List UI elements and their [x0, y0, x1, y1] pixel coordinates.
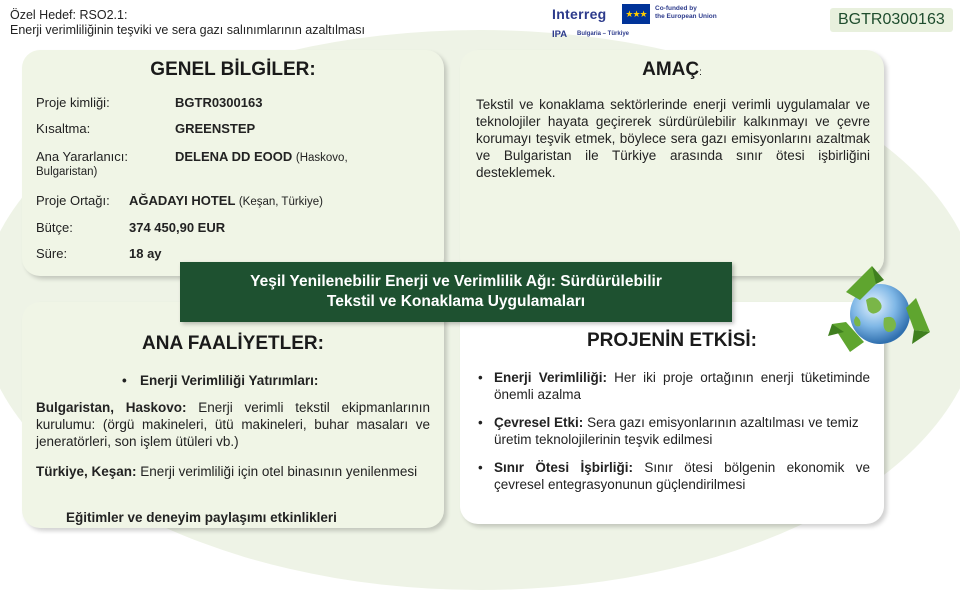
impact-item-environment: • Çevresel Etki: Sera gazı emisyonlarının azaltılması ve temiz üretim teknolojilerinin teşvik edilmesi [478, 415, 859, 447]
aim-title: AMAÇ: [642, 59, 702, 80]
project-code-badge: BGTR0300163 [830, 8, 953, 32]
eu-flag-icon: ★★★ [622, 4, 650, 24]
impact-title: PROJENİN ETKİSİ: [587, 330, 757, 351]
recycle-globe-icon [826, 262, 934, 362]
impact-item-energy: • Enerji Verimliliği: Her iki proje ortağının enerji tüketiminde önemli azalma [478, 370, 870, 402]
activity-bulgaria: Bulgaristan, Haskovo: Enerji verimli tekstil ekipmanlarının kurulumu: (örgü makineleri, ütü makineleri, buhar masaları ve jeneratörleri, son işlem ütüleri vb.) [36, 400, 430, 449]
activity-turkiye: Türkiye, Keşan: Enerji verimliliği için otel binasının yenilenmesi [36, 464, 418, 479]
aim-panel [460, 50, 884, 276]
specific-objective [10, 8, 365, 38]
objective-code: Özel Hedef: RSO2.1: [10, 8, 128, 22]
activities-bullet: • Enerji Verimliliği Yatırımları: [122, 373, 319, 388]
general-info-title: GENEL BİLGİLER: [150, 59, 316, 80]
interreg-logo [552, 4, 732, 44]
ipa-wordmark: IPA [552, 29, 568, 40]
impact-item-crossborder: • Sınır Ötesi İşbirliği: Sınır ötesi bölgenin ekonomik ve çevresel entegrasyonunun güçlendirilmesi [478, 460, 870, 492]
ipa-region: Bulgaria – Türkiye [577, 31, 630, 37]
banner-line-2: Tekstil ve Konaklama Uygulamaları [326, 293, 586, 310]
banner-line-1: Yeşil Yenilenebilir Enerji ve Verimlilik Ağı: Sürdürülebilir [250, 273, 662, 290]
objective-text: Enerji verimliliğinin teşviki ve sera gazı salınımlarının azaltılması [10, 23, 365, 37]
eu-cofunded-text: Co-funded by the European Union [655, 5, 717, 20]
activities-title: ANA FAALİYETLER: [142, 333, 324, 354]
interreg-wordmark: Interreg [552, 6, 607, 22]
project-title-banner [180, 262, 732, 322]
aim-text: Tekstil ve konaklama sektörlerinde enerji verimli uygulamalar ve teknolojiler hayata geçirerek sürdürülebilir kalkınmayı ve çevre korumayı teşvik etmek, böylece sera gazı emisyonlarını azaltmak ve Bulgaristan ile Türkiye arasında sınır ötesi işbirliğini desteklemek. [476, 97, 870, 180]
activities-footer: Eğitimler ve deneyim paylaşımı etkinlikleri [66, 510, 337, 525]
